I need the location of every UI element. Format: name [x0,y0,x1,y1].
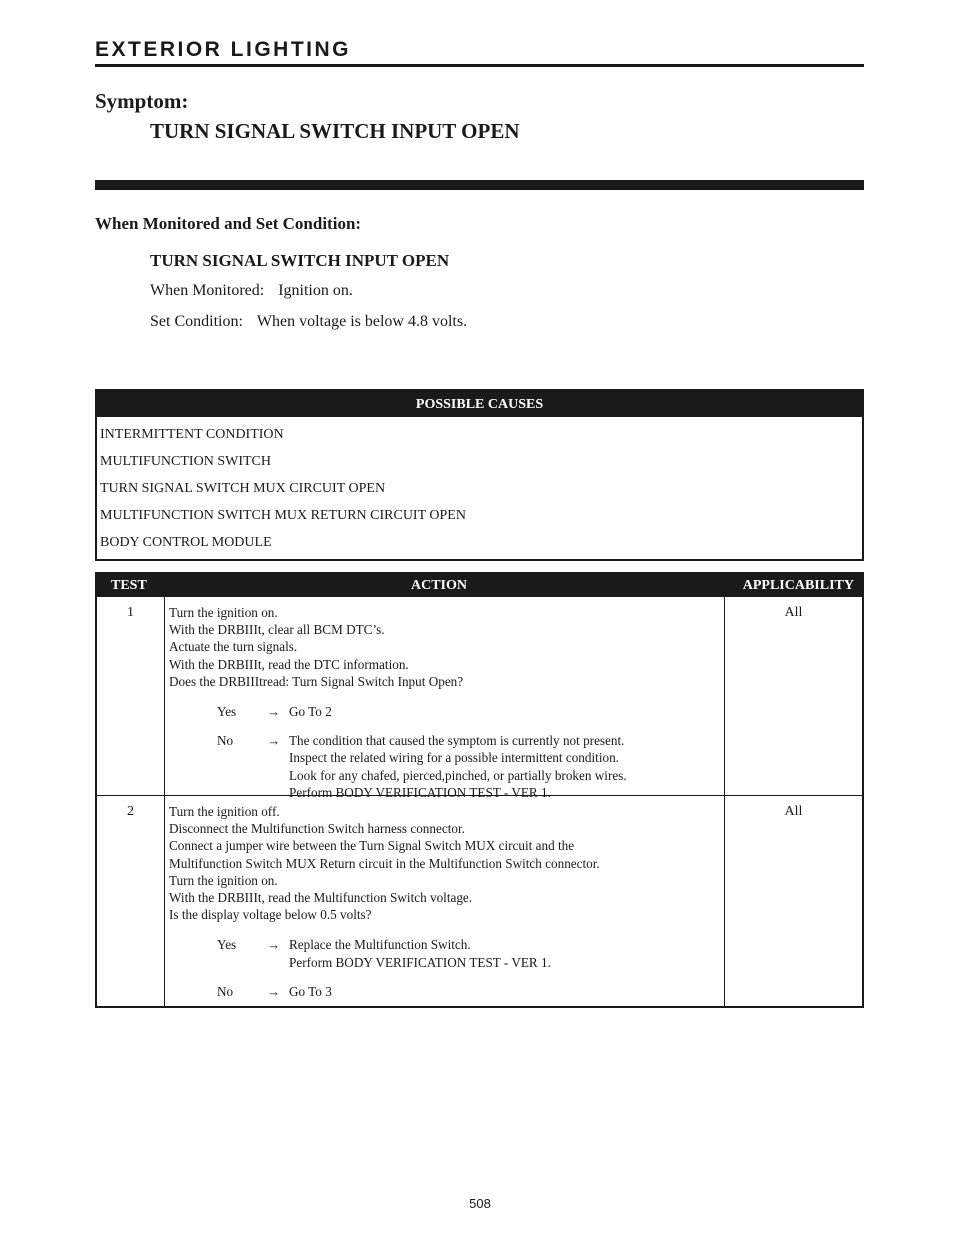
branch-result: Perform BODY VERIFICATION TEST - VER 1. [289,784,551,800]
action-step: Is the display voltage below 0.5 volts? [169,907,372,923]
set-condition-value: When voltage is below 4.8 volts. [256,313,468,330]
test-applicability: All [784,605,803,620]
test-action [165,796,725,1006]
branch-answer: Yes [217,937,237,953]
cause-item: BODY CONTROL MODULE [100,535,272,550]
condition-heading: When Monitored and Set Condition: [95,214,362,233]
test-number: 1 [97,597,165,795]
test-applicability: All [784,804,803,819]
no-branch [169,983,724,1000]
possible-causes-table [95,389,864,561]
branch-result: Replace the Multifunction Switch. [289,937,471,953]
test-table-header [97,574,862,596]
branch-result: The condition that caused the symptom is currently not present. [289,733,625,749]
cause-item: MULTIFUNCTION SWITCH MUX RETURN CIRCUIT OPEN [100,508,466,523]
branch-answer: No [217,983,234,999]
possible-causes-list [97,417,862,559]
test-number: 2 [97,796,165,1006]
no-branch [169,732,724,801]
test-row [97,596,862,800]
action-column-header: ACTION [411,578,468,593]
action-step: With the DRBIIIt, clear all BCM DTC’s. [169,622,385,638]
action-step: Does the DRBIIItread: Turn Signal Switch Input Open? [169,673,464,689]
action-step: Connect a jumper wire between the Turn Signal Switch MUX circuit and the [169,838,575,854]
cause-item: INTERMITTENT CONDITION [100,427,284,442]
yes-branch [169,936,724,970]
action-step: Disconnect the Multifunction Switch harness connector. [169,821,465,837]
action-step: Actuate the turn signals. [169,639,298,655]
action-step: Turn the ignition on. [169,605,278,620]
branch-result: Go To 3 [289,983,332,999]
branch-result: Inspect the related wiring for a possible intermittent condition. [289,750,619,766]
branch-answer: No [217,733,234,749]
section-title: EXTERIOR LIGHTING [95,38,352,61]
cause-item: TURN SIGNAL SWITCH MUX CIRCUIT OPEN [100,481,386,496]
action-step: With the DRBIIIt, read the DTC information. [169,656,409,672]
page-number: 508 [469,1196,491,1211]
when-monitored-line [150,282,353,300]
arrow-icon: → [267,733,281,749]
header-rule [95,64,864,67]
yes-branch [169,703,724,720]
symptom-title: TURN SIGNAL SWITCH INPUT OPEN [150,119,520,143]
branch-result: Perform BODY VERIFICATION TEST - VER 1. [289,954,551,970]
action-step: Turn the ignition off. [169,804,280,819]
set-condition-label: Set Condition: [150,313,243,330]
arrow-icon: → [267,704,281,720]
arrow-icon: → [267,983,281,999]
applicability-column-header: APPLICABILITY [742,578,854,593]
cause-item: MULTIFUNCTION SWITCH [100,454,271,469]
branch-result: Look for any chafed, pierced,pinched, or partially broken wires. [289,767,627,783]
arrow-icon: → [267,937,281,953]
test-action [165,597,725,800]
possible-causes-header: POSSIBLE CAUSES [97,391,862,417]
condition-code: TURN SIGNAL SWITCH INPUT OPEN [150,251,450,270]
symptom-label: Symptom: [95,89,189,113]
test-row [97,795,862,1006]
when-monitored-value: Ignition on. [278,282,353,299]
test-column-header: TEST [111,578,147,593]
when-monitored-label: When Monitored: [150,282,265,299]
symptom-divider [95,180,864,190]
test-table [95,572,864,1008]
action-step: With the DRBIIIt, read the Multifunction Switch voltage. [169,890,473,906]
action-step: Turn the ignition on. [169,872,278,888]
action-step: Multifunction Switch MUX Return circuit in the Multifunction Switch connector. [169,855,600,871]
set-condition-line [150,313,467,331]
branch-answer: Yes [217,704,237,720]
branch-result: Go To 2 [289,704,332,720]
